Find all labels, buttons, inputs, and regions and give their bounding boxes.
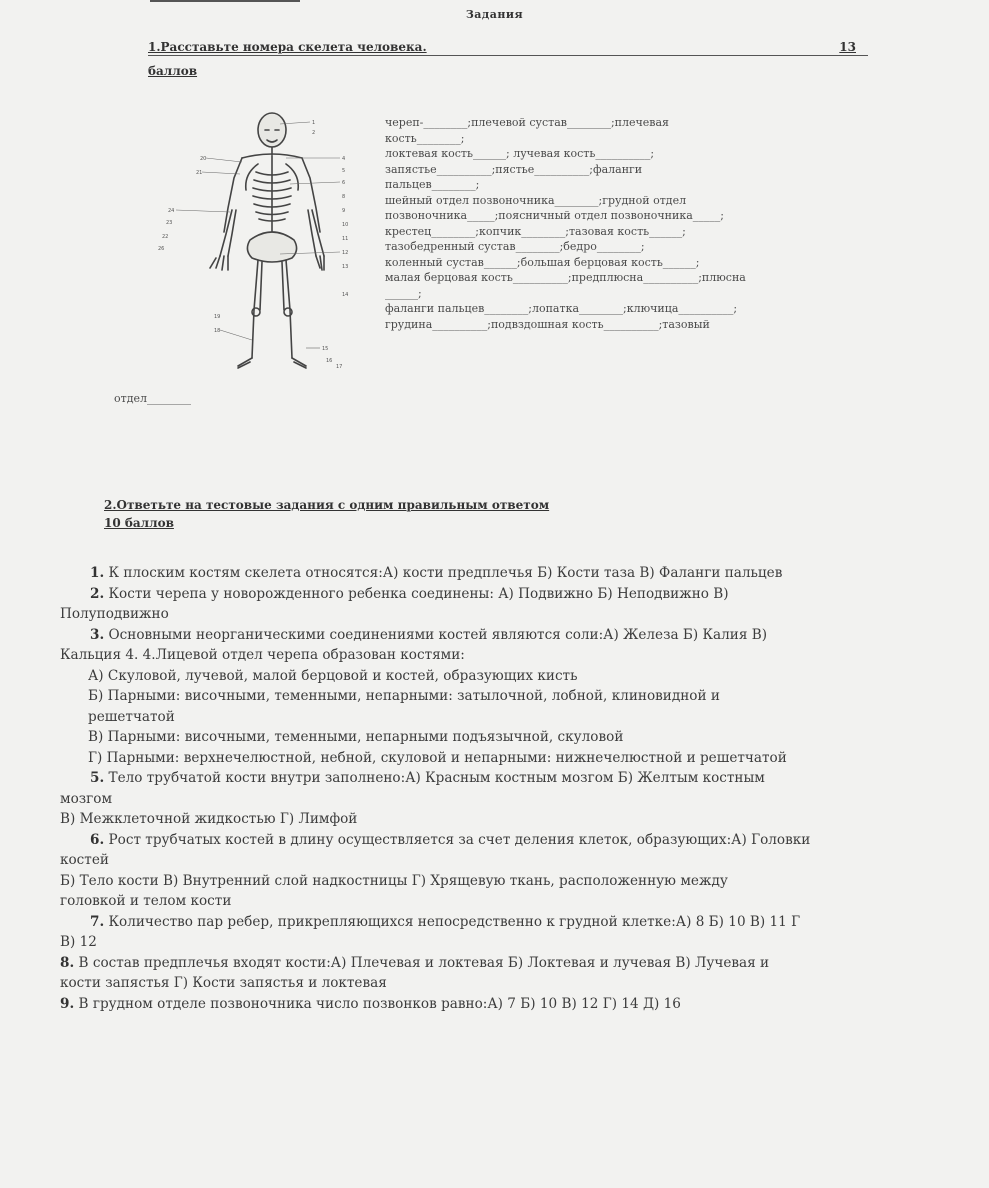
question-text: Количество пар ребер, прикрепляющихся непосредственно к грудной клетке:А) 8 Б) 10 В) 11 Г (104, 913, 801, 930)
skeleton-label-15: 15 (322, 346, 329, 352)
question-line (60, 666, 970, 687)
question-list (60, 563, 970, 1014)
fill-line: череп-________;плечевой сустав________;плечевая (385, 116, 669, 129)
question-line (60, 789, 970, 810)
question-line (60, 707, 970, 728)
question-text: Б) Парными: височными, теменными, непарными: затылочной, лобной, клиновидной и (88, 688, 720, 704)
skeleton-label-8: 8 (342, 194, 346, 200)
skeleton-label-23: 23 (166, 220, 173, 226)
skeleton-label-2: 2 (312, 130, 316, 136)
question-text: Полуподвижно (60, 606, 169, 622)
question-text: кости запястья Г) Кости запястья и локтевая (60, 975, 387, 991)
skeleton-label-17: 17 (336, 364, 343, 370)
question-line (60, 645, 970, 666)
skeleton-label-6: 6 (342, 180, 346, 186)
fill-line: коленный сустав______;большая берцовая кость______; (385, 255, 700, 269)
question-text: Основными неорганическими соединениями костей являются соли:А) Железа Б) Калия В) (104, 626, 768, 643)
question-line (60, 932, 970, 953)
fill-line: запястье__________;пястье__________;фаланги (385, 162, 643, 176)
page-header: Задания (465, 8, 524, 21)
skeleton-label-5: 5 (342, 168, 346, 174)
section1-title-text: 1.Расставьте номера скелета человека. (148, 40, 427, 54)
question-line (60, 973, 970, 994)
question-line (60, 953, 970, 974)
question-line (60, 584, 970, 605)
question-line (60, 768, 970, 789)
question-number: 3. (90, 626, 105, 643)
question-number: 2. (90, 585, 105, 602)
question-line (60, 604, 970, 625)
question-line (60, 686, 970, 707)
section1-fill-in-list (385, 115, 905, 332)
question-line (60, 871, 970, 892)
fill-line: пальцев________; (385, 178, 480, 191)
question-text: В) Межклеточной жидкостью Г) Лимфой (60, 811, 358, 827)
fill-line-tail: отдел________ (114, 392, 191, 405)
question-number: 1. (90, 565, 105, 581)
fill-line: позвоночника_____;поясничный отдел позвоночника_____; (385, 209, 724, 222)
question-text: В) 12 (60, 934, 97, 950)
skeleton-label-18: 18 (214, 328, 221, 334)
skeleton-label-9: 9 (342, 208, 346, 214)
skeleton-figure (140, 100, 380, 390)
skeleton-label-26: 26 (158, 246, 165, 252)
question-text: решетчатой (88, 708, 175, 725)
question-text: В состав предплечья входят кости:А) Плечевая и локтевая Б) Локтевая и лучевая В) Лучевая и (74, 954, 770, 971)
question-text: Тело трубчатой кости внутри заполнено:А) Красным костным мозгом Б) Желтым костным (104, 770, 765, 786)
question-number: 6. (90, 831, 105, 848)
question-line (60, 809, 970, 830)
question-number: 5. (90, 770, 105, 786)
fill-line: шейный отдел позвоночника________;грудной отдел (385, 193, 687, 207)
question-text: Кальция 4. 4.Лицевой отдел черепа образован костями: (60, 647, 465, 663)
section2-points: 10 баллов (104, 516, 174, 530)
section1-title (148, 40, 868, 56)
section1-points-unit: баллов (148, 64, 198, 78)
question-number: 9. (60, 995, 75, 1012)
skeleton-label-16: 16 (326, 358, 333, 364)
question-line (60, 830, 970, 851)
fill-line: крестец________;копчик________;тазовая кость______; (385, 224, 686, 238)
question-line (60, 891, 970, 912)
skeleton-label-11: 11 (342, 236, 349, 242)
question-text: Г) Парными: верхнечелюстной, небной, скуловой и непарными: нижнечелюстной и решетчатой (88, 749, 787, 766)
question-text: Рост трубчатых костей в длину осуществляется за счет деления клеток, образующих:А) Головки (104, 831, 811, 848)
fill-line: тазобедренный сустав________;бедро________; (385, 240, 645, 253)
question-text: мозгом (60, 790, 113, 807)
skeleton-label-13: 13 (342, 264, 349, 270)
question-line (60, 748, 970, 769)
question-number: 8. (60, 954, 75, 971)
section1-points: 13 (839, 40, 856, 54)
question-text: головкой и телом кости (60, 893, 232, 909)
question-text: В) Парными: височными, теменными, непарными подъязычной, скуловой (88, 729, 624, 745)
fill-line: малая берцовая кость__________;предплюсна__________;плюсна (385, 271, 746, 284)
fill-line: локтевая кость______; лучевая кость__________; (385, 147, 655, 160)
question-text: Б) Тело кости В) Внутренний слой надкостницы Г) Хрящевую ткань, расположенную между (60, 872, 728, 889)
question-line (60, 912, 970, 933)
question-text: К плоским костям скелета относятся:А) кости предплечья Б) Кости таза В) Фаланги пальцев (104, 565, 783, 581)
skeleton-label-4: 4 (342, 156, 346, 162)
skeleton-label-22: 22 (162, 234, 169, 240)
skeleton-label-21: 21 (196, 170, 203, 176)
question-line (60, 625, 970, 646)
question-text: А) Скуловой, лучевой, малой берцовой и костей, образующих кисть (88, 667, 578, 684)
fill-line: ______; (385, 286, 422, 300)
question-line (60, 850, 970, 871)
fill-line: кость________; (385, 131, 465, 145)
skeleton-label-19: 19 (214, 314, 221, 320)
skeleton-label-24: 24 (168, 208, 175, 214)
question-text: костей (60, 852, 109, 868)
skeleton-label-20: 20 (200, 156, 207, 162)
fill-line: фаланги пальцев________;лопатка________;ключица__________; (385, 302, 738, 315)
question-line (60, 563, 970, 584)
question-number: 7. (90, 913, 105, 930)
fill-line: грудина__________;подвздошная кость__________;тазовый (385, 317, 710, 331)
skeleton-label-12: 12 (342, 250, 349, 256)
question-line (60, 727, 970, 748)
skeleton-label-10: 10 (342, 222, 349, 228)
question-line (60, 994, 970, 1015)
question-text: Кости черепа у новорожденного ребенка соединены: А) Подвижно Б) Неподвижно В) (104, 585, 729, 602)
question-text: В грудном отделе позвоночника число позвонков равно:А) 7 Б) 10 В) 12 Г) 14 Д) 16 (74, 995, 681, 1012)
skeleton-label-1: 1 (312, 120, 316, 126)
skeleton-label-14: 14 (342, 292, 349, 298)
top-rule (150, 0, 300, 2)
section2-title: 2.Ответьте на тестовые задания с одним правильным ответом (104, 498, 550, 512)
